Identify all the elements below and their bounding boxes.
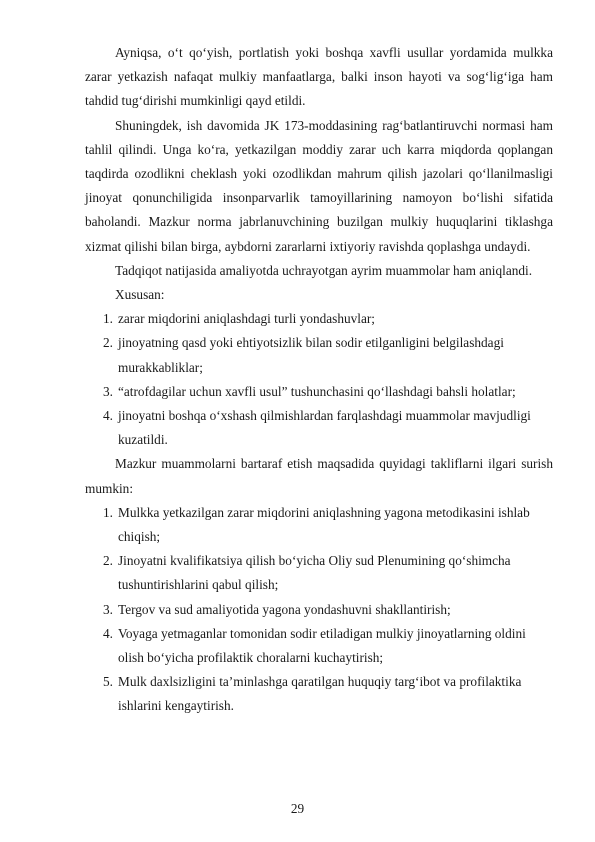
list-item-number: 1.	[103, 504, 113, 520]
paragraph-in-particular: Xususan:	[115, 287, 165, 303]
list-item-number: 4.	[103, 408, 113, 424]
list-item-number: 1.	[103, 311, 113, 327]
list-item	[85, 331, 553, 379]
list-item-number: 3.	[103, 601, 113, 617]
list-item-text: jinoyatni boshqa o‘xshash qilmishlardan farqlashdagi muammolar mavjudligi kuzatildi.	[118, 408, 531, 448]
list-item	[85, 380, 553, 404]
list-item	[85, 598, 553, 622]
list-item	[85, 307, 553, 331]
list-item-text: “atrofdagilar uchun xavfli usul” tushunchasini qo‘llashdagi bahsli holatlar;	[118, 383, 516, 399]
list-item	[85, 501, 553, 549]
document-page	[85, 41, 553, 719]
list-item-number: 2.	[103, 335, 113, 351]
list-item-text: Jinoyatni kvalifikatsiya qilish bo‘yicha Oliy sud Plenumining qo‘shimcha tushuntirishlarini qabul qilish;	[118, 553, 511, 593]
paragraph-research-problems: Tadqiqot natijasida amaliyotda uchrayotgan ayrim muammolar ham aniqlandi.	[115, 262, 533, 278]
paragraph-proposals-intro: Mazkur muammolarni bartaraf etish maqsadida quyidagi takliflarni ilgari surish mumkin:	[85, 456, 553, 496]
list-item-text: jinoyatning qasd yoki ehtiyotsizlik bilan sodir etilganligini belgilashdagi murakkabliklar;	[118, 335, 504, 375]
list-item-text: Mulkka yetkazilgan zarar miqdorini aniqlashning yagona metodikasini ishlab chiqish;	[118, 504, 530, 545]
list-item	[85, 549, 553, 597]
list-item-number: 2.	[103, 553, 113, 569]
list-item	[85, 670, 553, 718]
list-item-text: Mulk daxlsizligini ta’minlashga qaratilgan huquqiy targ‘ibot va profilaktika ishlarini kengaytirish.	[118, 674, 522, 714]
list-item-text: zarar miqdorini aniqlashdagi turli yondashuvlar;	[118, 311, 376, 327]
proposals-list	[85, 501, 553, 719]
problems-list	[85, 307, 553, 452]
list-item-text: Voyaga yetmaganlar tomonidan sodir etiladigan mulkiy jinoyatlarning oldini olish bo‘yicha profilaktik choralarni kuchaytirish;	[118, 625, 526, 666]
list-item-number: 4.	[103, 625, 113, 641]
list-item-text: Tergov va sud amaliyotida yagona yondashuvni shakllantirish;	[118, 601, 451, 617]
paragraph-article-173: Shuningdek, ish davomida JK 173-moddasining rag‘batlantiruvchi normasi ham tahlil qilindi. Unga ko‘ra, yetkazilgan moddiy zarar uch karra miqdorda qoplangan taqdirda ozodlikni cheklash yoki ozodlikdan mahrum qilish jazolari qo‘llanilmasligi jinoyat qonunchiligida insonparvarlik tamoyillarining namoyon bo‘lishi sifatida baholandi. Mazkur norma jabrlanuvchining buzilgan mulkiy huquqlarini tiklashga xizmat qilishi bilan birga, aybdorni zararlarni ixtiyoriy ravishda qoplashga undaydi.	[85, 117, 553, 254]
list-item	[85, 404, 553, 452]
paragraph-arson-danger: Ayniqsa, o‘t qo‘yish, portlatish yoki boshqa xavfli usullar yordamida mulkka zarar yetkazish nafaqat mulkiy manfaatlarga, balki inson hayoti va sog‘lig‘iga ham tahdid tug‘dirishi mumkinligi qayd etildi.	[85, 45, 553, 109]
list-item	[85, 622, 553, 670]
list-item-number: 3.	[103, 383, 113, 399]
page-number: 29	[290, 801, 305, 816]
list-item-number: 5.	[103, 674, 113, 690]
